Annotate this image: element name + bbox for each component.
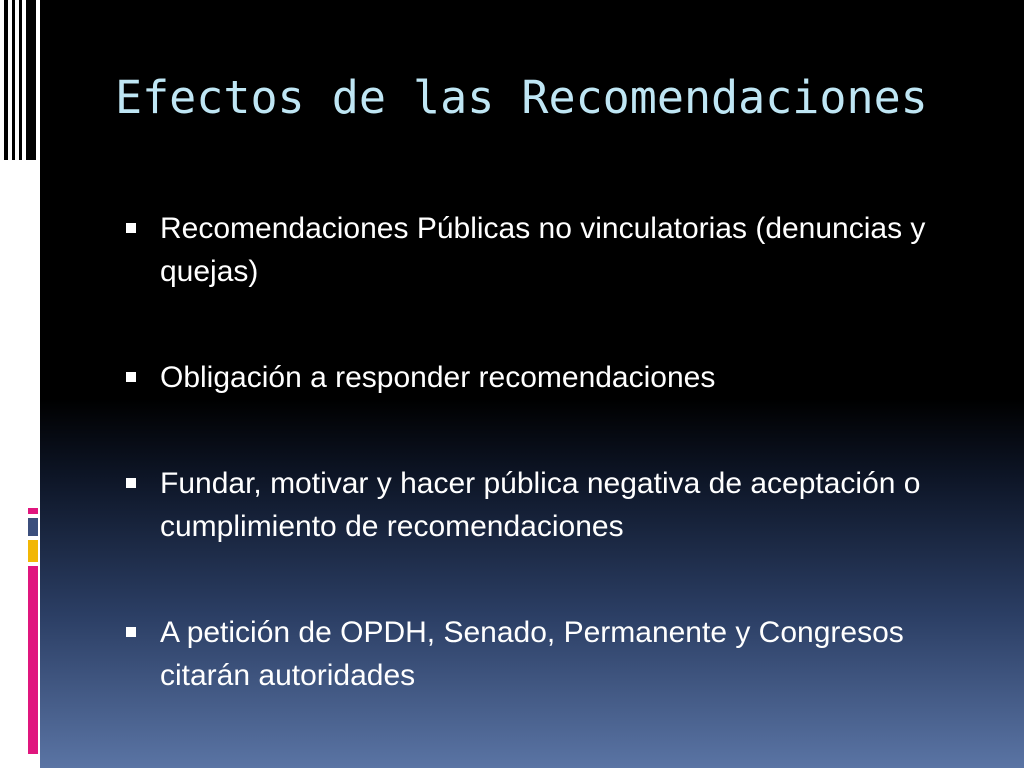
bullet-item xyxy=(120,207,1000,293)
bullet-item xyxy=(120,611,1000,697)
square-bullet-icon xyxy=(126,627,136,637)
bullet-text: Fundar, motivar y hacer pública negativa de aceptación o cumplimiento de recomendaciones xyxy=(160,467,921,543)
decorative-bar xyxy=(26,0,36,160)
bullet-list xyxy=(120,207,1000,697)
slide-title: Efectos de las Recomendaciones xyxy=(115,71,928,124)
bullet-text: A petición de OPDH, Senado, Permanente y Congresos citarán autoridades xyxy=(160,616,904,692)
accent-bar-pink xyxy=(28,566,38,754)
bullet-item xyxy=(120,356,1000,399)
accent-square-gold xyxy=(28,540,38,562)
square-bullet-icon xyxy=(126,223,136,233)
decorative-bar xyxy=(12,0,15,160)
square-bullet-icon xyxy=(126,478,136,488)
bullet-text: Recomendaciones Públicas no vinculatorias (denuncias y quejas) xyxy=(160,212,926,288)
decorative-bar xyxy=(4,0,8,160)
square-bullet-icon xyxy=(126,372,136,382)
accent-square-navy xyxy=(28,518,38,536)
bullet-item xyxy=(120,462,1000,548)
decorative-bar xyxy=(19,0,22,160)
accent-thin-pink xyxy=(28,508,38,514)
left-decorative-strip xyxy=(0,0,40,768)
bullet-text: Obligación a responder recomendaciones xyxy=(160,361,716,394)
